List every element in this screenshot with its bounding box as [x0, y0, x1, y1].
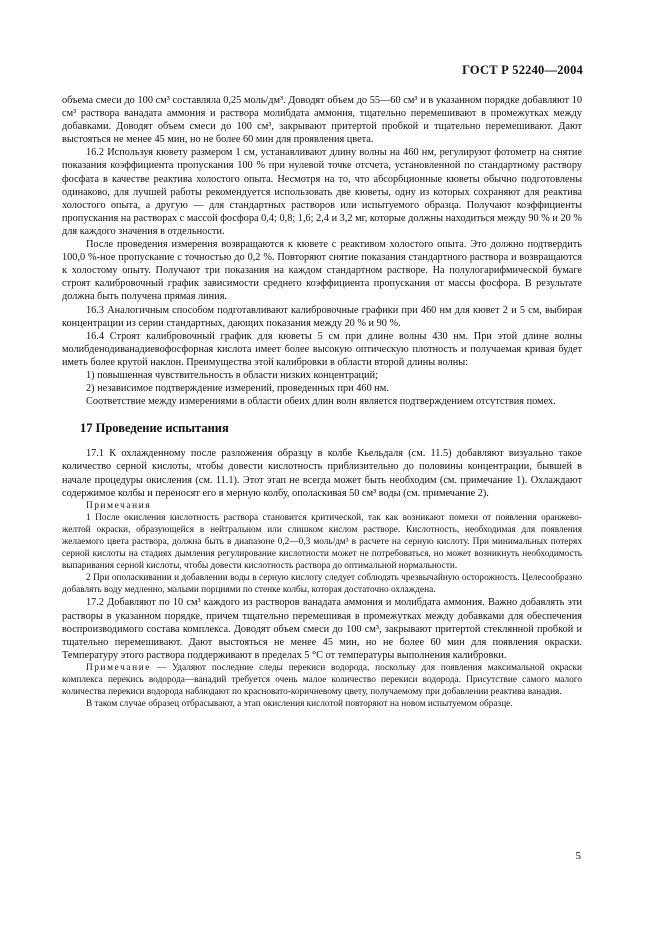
standard-designation: ГОСТ Р 52240—2004 — [462, 63, 583, 77]
paragraph-16-3: 16.3 Аналогичным способом подготавливают калибровочные графики при 460 нм для кювет 2 и 5 см, выбирая концентрации из серии стандартных, дающих показания между 20 % и 90 %. — [62, 304, 582, 329]
paragraph-16-2-repeat: После проведения измерения возвращаются к кювете с реактивом холостого опыта. Это должно подтвердить 100,0 %-ное пропускание с точностью до 0,2 %. Повторяют снятие показания стандартного раствора и возвращаются к холостому опыту. Получают три показания на каждом стандартном растворе. На полулогарифмической бумаге строят калибровочный график зависимости среднего коэффициента пропускания от массы фосфора. В результате должна быть получена прямая линия. — [62, 239, 582, 303]
note-17-2-continued: В таком случае образец отбрасывают, а этап окисления кислотой повторяют на новом испытуемом образце. — [86, 699, 513, 710]
section-heading-17: 17 Проведение испытания — [80, 421, 229, 436]
list-item-2: 2) независимое подтверждение измерений, проведенных при 460 нм. — [86, 383, 389, 395]
note-17-2 — [62, 662, 582, 698]
notes-title: Примечания — [86, 500, 152, 511]
page-number: 5 — [575, 850, 581, 862]
note-1: 1 После окисления кислотность раствора становится критической, так как возникают помехи от появления оранжево-желтой окраски, образующейся в нейтральном или слишком кислом растворе. Кислотность, необходимая для появления желаемого цвета раствора, должна быть в диапазоне 0,2—0,3 моль/дм³ в расчете на серную кислоту. При минимальных потерях серной кислоты на стадиях дымления регулирование кислотности может не потребоваться, но может возникнуть необходимость выпаривания серной кислоты, чтобы довести кислотность раствора до оптимальной нормальности. — [62, 512, 582, 572]
paragraph-16-1-continued: объема смеси до 100 см³ составляла 0,25 моль/дм³. Доводят объем до 55—60 см³ и в указанном порядке добавляют 10 см³ раствора ванадата аммония и раствора молибдата аммония, тщательно перемешивают в промежутках между добавками. Доводят объем смеси до 100 см³, закрывают притертой пробкой и тщательно перемешивают. Дают выстояться не менее 45 мин, но не более 60 мин для проявления цвета. — [62, 95, 582, 146]
paragraph-17-2: 17.2 Добавляют по 10 см³ каждого из растворов ванадата аммония и молибдата аммония. Важно добавлять эти растворы в указанном порядке, причем тщательно перемешивая в промежутках между добавками для обеспечения воспроизводимого состава комплекса. Доводят объем смеси до 100 см³, закрывают притертой стеклянной пробкой и тщательно перемешивают. Дают выстояться не менее 45 мин, но не более 60 мин для появления окраски. Температуру этого раствора поддерживают в пределах 5 °С от температуры выполнения калибровки. — [62, 597, 582, 661]
note-2: 2 При ополаскивании и добавлении воды в серную кислоту следует соблюдать чрезвычайную осторожность. Целесообразно добавлять воду медленно, малыми порциями по стенке колбы, которая достаточно охлаждена. — [62, 573, 582, 596]
list-item-1: 1) повышенная чувствительность в области низких концентраций; — [86, 369, 378, 381]
note-label: Примечание — [86, 662, 151, 673]
document-body — [62, 94, 582, 710]
note-text: — Удаляют последние следы перекиси водорода, поскольку для появления максимальной окраски комплекса перекись водорода—ванадий требуется очень малое количество перекиси водорода. Присутствие самого малого количества перекиси водорода наблюдают по красновато-коричневому цвету, получаемому при добавлении реактива ванадия. — [62, 662, 582, 698]
paragraph-16-2: 16.2 Используя кювету размером 1 см, устанавливают длину волны на 460 нм, регулируют фотометр на снятие показания коэффициента пропускания 100 % при нулевой точке отсчета, установленной по стандартному раствору фосфата в качестве реактива холостого опыта. Несмотря на то, что абсорбционные кюветы обычно подготовлены одинаково, для лучшей работы рекомендуется использовать две кюветы, одну из которых сохраняют для реактива холостого опыта, а другую — для стандартных растворов или испытуемого образца. Получают коэффициенты пропускания на растворах с массой фосфора 0,4; 0,8; 1,6; 2,4 и 3,2 мг, которые должны находиться между 90 % и 20 % для каждого значения в отдельности. — [62, 147, 582, 237]
paragraph-conformity: Соответствие между измерениями в области обеих длин волн является подтверждением отсутствия помех. — [86, 396, 556, 408]
paragraph-17-1: 17.1 К охлажденному после разложения образцу в колбе Кьельдаля (см. 11.5) добавляют визуально такое количество серной кислоты, чтобы довести кислотность приблизительно до половины концентрации, бывшей в начале процедуры окисления (см. 11.1). Этот этап не всегда может быть необходим (см. примечание 1). Охлаждают содержимое колбы и переносят его в мерную колбу, ополаскивая 50 см³ воды (см. примечание 2). — [62, 448, 582, 499]
paragraph-16-4: 16.4 Строят калибровочный график для кюветы 5 см при длине волны 430 нм. При этой длине волны молибденодиванадиевофосфорная кислота имеет более высокую оптическую плотность и получаемая кривая будет иметь более крутой наклон. Преимущества этой калибровки в области второй длины волны: — [62, 330, 582, 368]
